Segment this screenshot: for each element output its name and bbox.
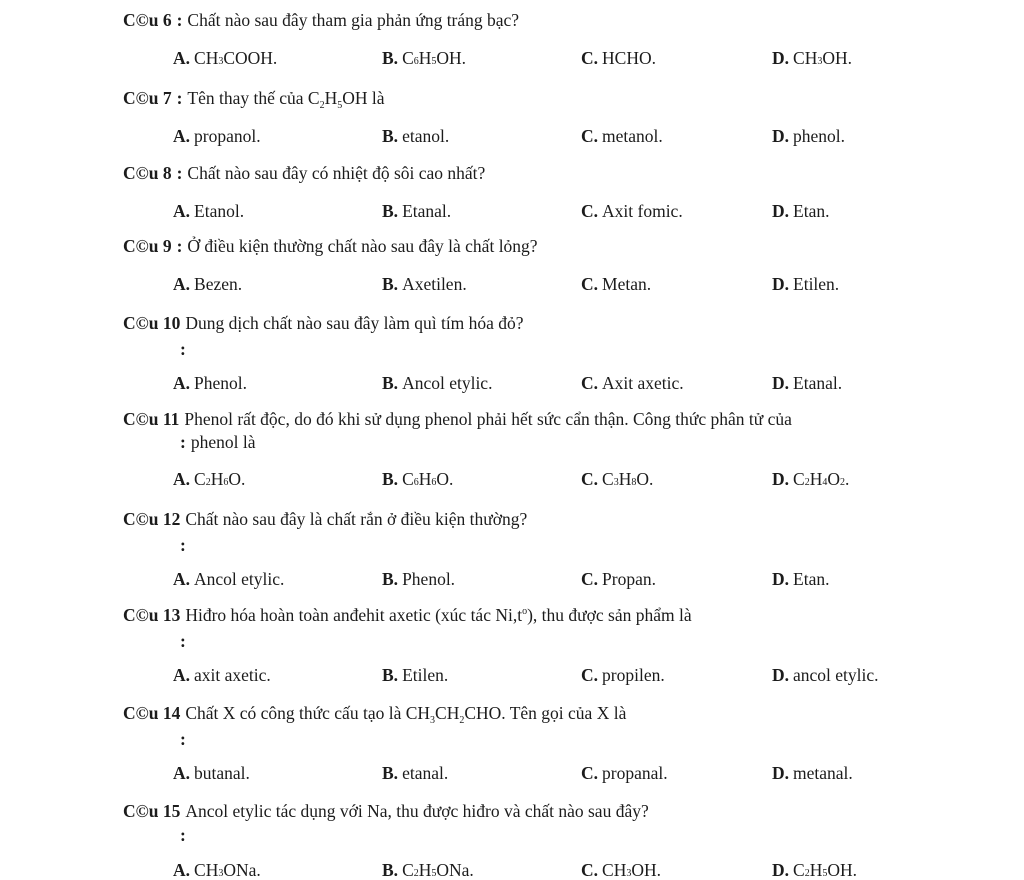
option-a: A. Etanol. — [173, 201, 245, 221]
question-text: Chất nào sau đây có nhiệt độ sôi cao nhất? — [187, 163, 486, 183]
option-d: D. CH 3 OH. — [772, 48, 852, 68]
option-b: B. Etanal. — [382, 201, 452, 221]
question-label: C©u 7 — [123, 88, 172, 108]
option-a: A. Phenol. — [173, 373, 248, 393]
question-text: Chất nào sau đây là chất rắn ở điều kiện thường? — [185, 509, 528, 529]
question-colon: : — [180, 825, 186, 845]
option-b: B. C 6 H 6 O. — [382, 469, 454, 489]
option-a: A. axit axetic. — [173, 665, 271, 685]
option-d: D. ancol etylic. — [772, 665, 879, 685]
question-text: Ở điều kiện thường chất nào sau đây là chất lỏng? — [187, 236, 538, 256]
option-a: A. C 2 H 6 O. — [173, 469, 246, 489]
question-label: C©u 6 — [123, 10, 172, 30]
question-colon: : — [176, 236, 183, 256]
question-label: C©u 8 — [123, 163, 172, 183]
question-6 — [123, 10, 964, 68]
option-c: C. HCHO. — [581, 48, 656, 68]
option-d: D. Etan. — [772, 569, 830, 589]
question-colon: : — [176, 88, 183, 108]
question-colon: : — [180, 535, 186, 555]
option-d: D. C 2 H 5 OH. — [772, 860, 857, 880]
option-a: A. CH 3 ONa. — [173, 860, 261, 880]
option-b: B. etanol. — [382, 126, 450, 146]
option-a: A. butanal. — [173, 763, 250, 783]
option-a: A. propanol. — [173, 126, 261, 146]
option-c: C. propilen. — [581, 665, 665, 685]
question-15 — [123, 801, 964, 880]
question-text: Dung dịch chất nào sau đây làm quì tím hóa đỏ? — [185, 313, 524, 333]
question-text: Chất X có công thức cấu tạo là $CH_3CH_2CHO$. Tên gọi của X là — [185, 703, 627, 726]
question-label: C©u 11 — [123, 409, 180, 429]
option-b: B. etanal. — [382, 763, 449, 783]
question-text: Chất nào sau đây tham gia phản ứng tráng bạc? — [187, 10, 520, 30]
question-colon: : — [180, 729, 186, 749]
question-label: C©u 14 — [123, 703, 181, 723]
option-b: B. C 6 H 5 OH. — [382, 48, 467, 68]
question-label: C©u 10 — [123, 313, 181, 333]
option-d: D. metanal. — [772, 763, 853, 783]
question-8 — [123, 163, 964, 221]
question-10 — [123, 313, 964, 393]
option-c: C. Metan. — [581, 274, 652, 294]
option-b: B. Ancol etylic. — [382, 373, 493, 393]
question-colon: : — [180, 631, 186, 651]
question-9 — [123, 236, 964, 294]
question-colon: : — [180, 339, 186, 359]
option-c: C. metanol. — [581, 126, 663, 146]
question-label: C©u 9 — [123, 236, 172, 256]
option-c: C. Axit axetic. — [581, 373, 684, 393]
question-label: C©u 13 — [123, 605, 181, 625]
option-d: D. Etanal. — [772, 373, 843, 393]
option-a: A. CH 3 COOH. — [173, 48, 278, 68]
question-label: C©u 15 — [123, 801, 181, 821]
option-d: D. Etan. — [772, 201, 830, 221]
question-colon: : — [176, 163, 183, 183]
option-d: D. Etilen. — [772, 274, 840, 294]
question-colon: : — [176, 10, 183, 30]
option-c: C. Propan. — [581, 569, 656, 589]
question-label: C©u 12 — [123, 509, 181, 529]
question-text: Tên thay thế của $C_2H_5OH$ là — [187, 88, 385, 111]
question-text-line2: : phenol là — [180, 432, 256, 452]
question-12 — [123, 509, 964, 589]
option-b: B. Phenol. — [382, 569, 456, 589]
question-7 — [123, 88, 964, 146]
option-b: B. C 2 H 5 ONa. — [382, 860, 474, 880]
option-c: C. C 3 H 8 O. — [581, 469, 654, 489]
option-a: A. Bezen. — [173, 274, 243, 294]
option-c: C. CH 3 OH. — [581, 860, 661, 880]
option-c: C. Axit fomic. — [581, 201, 683, 221]
question-13 — [123, 605, 964, 685]
question-11 — [123, 409, 964, 489]
option-b: B. Axetilen. — [382, 274, 467, 294]
question-14 — [123, 703, 964, 783]
option-c: C. propanal. — [581, 763, 668, 783]
option-a: A. Ancol etylic. — [173, 569, 285, 589]
question-text: Ancol etylic tác dụng với Na, thu được hiđro và chất nào sau đây? — [185, 801, 649, 821]
question-text: Hiđro hóa hoàn toàn anđehit axetic (xúc tác $Ni,t^o$), thu được sản phẩm là — [185, 605, 692, 625]
option-d: D. phenol. — [772, 126, 846, 146]
question-text: Phenol rất độc, do đó khi sử dụng phenol phải hết sức cẩn thận. Công thức phân tử của — [184, 409, 792, 429]
option-b: B. Etilen. — [382, 665, 449, 685]
option-d: D. C 2 H 4 O 2 . — [772, 469, 850, 489]
